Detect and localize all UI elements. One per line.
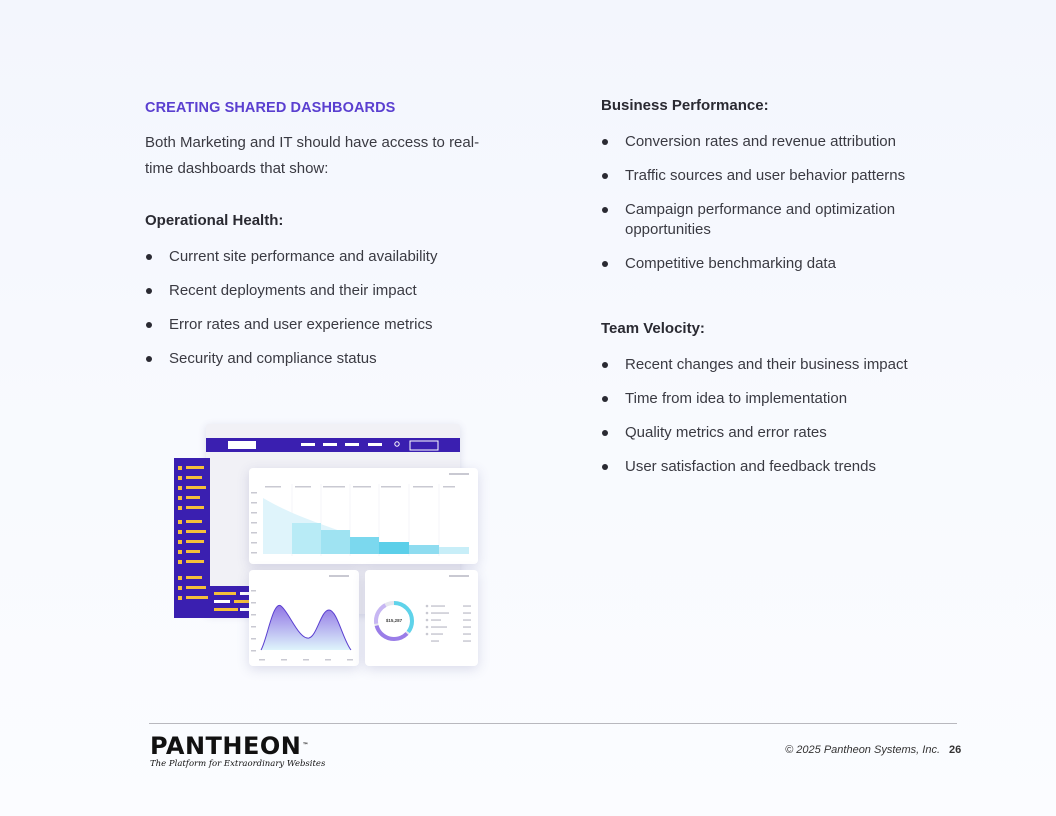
funnel-chart-card bbox=[249, 468, 478, 564]
business-performance-heading: Business Performance: bbox=[601, 97, 769, 114]
list-item: Traffic sources and user behavior patterns bbox=[601, 166, 941, 186]
list-item: Current site performance and availability bbox=[145, 247, 485, 267]
list-item: Recent changes and their business impact bbox=[601, 355, 941, 375]
copyright-text: © 2025 Pantheon Systems, Inc. bbox=[785, 744, 940, 756]
illustration-navbar bbox=[206, 438, 460, 452]
logo-tagline: The Platform for Extraordinary Websites bbox=[150, 759, 326, 769]
operational-health-list bbox=[145, 247, 485, 369]
sidebar-lines-icon bbox=[174, 458, 210, 618]
illustration-sidebar bbox=[174, 458, 210, 618]
list-item: Campaign performance and optimization opportunities bbox=[601, 200, 941, 240]
operational-health-heading: Operational Health: bbox=[145, 212, 284, 229]
area-chart-icon bbox=[249, 570, 359, 666]
section-title: CREATING SHARED DASHBOARDS bbox=[145, 100, 396, 116]
team-velocity-list bbox=[601, 355, 941, 477]
list-item: Time from idea to implementation bbox=[601, 389, 941, 409]
logo-trademark: ™ bbox=[302, 742, 309, 749]
list-item: Conversion rates and revenue attribution bbox=[601, 132, 941, 152]
team-velocity-heading: Team Velocity: bbox=[601, 320, 705, 337]
list-item: Quality metrics and error rates bbox=[601, 423, 941, 443]
page-number: 26 bbox=[949, 744, 962, 756]
list-item: Recent deployments and their impact bbox=[145, 281, 485, 301]
donut-center-value: $15,287 bbox=[385, 618, 403, 623]
navbar-links-icon bbox=[206, 438, 460, 452]
intro-text: Both Marketing and IT should have access to real-time dashboards that show: bbox=[145, 134, 480, 177]
list-item: Error rates and user experience metrics bbox=[145, 315, 485, 335]
business-performance-list bbox=[601, 132, 941, 274]
donut-chart-card bbox=[365, 570, 478, 666]
left-column bbox=[145, 96, 485, 369]
logo-wordmark: PANTHEON bbox=[150, 732, 302, 760]
footer-divider bbox=[149, 723, 957, 724]
list-item: Security and compliance status bbox=[145, 349, 485, 369]
pantheon-logo bbox=[150, 733, 325, 769]
panel-lines-icon bbox=[210, 586, 252, 618]
dashboard-illustration bbox=[170, 420, 490, 690]
list-item: Competitive benchmarking data bbox=[601, 254, 941, 274]
area-chart-card bbox=[249, 570, 359, 666]
funnel-chart-icon bbox=[249, 468, 478, 564]
right-column bbox=[601, 94, 941, 477]
list-item: User satisfaction and feedback trends bbox=[601, 457, 941, 477]
illustration-sidebar-panel bbox=[210, 586, 252, 618]
